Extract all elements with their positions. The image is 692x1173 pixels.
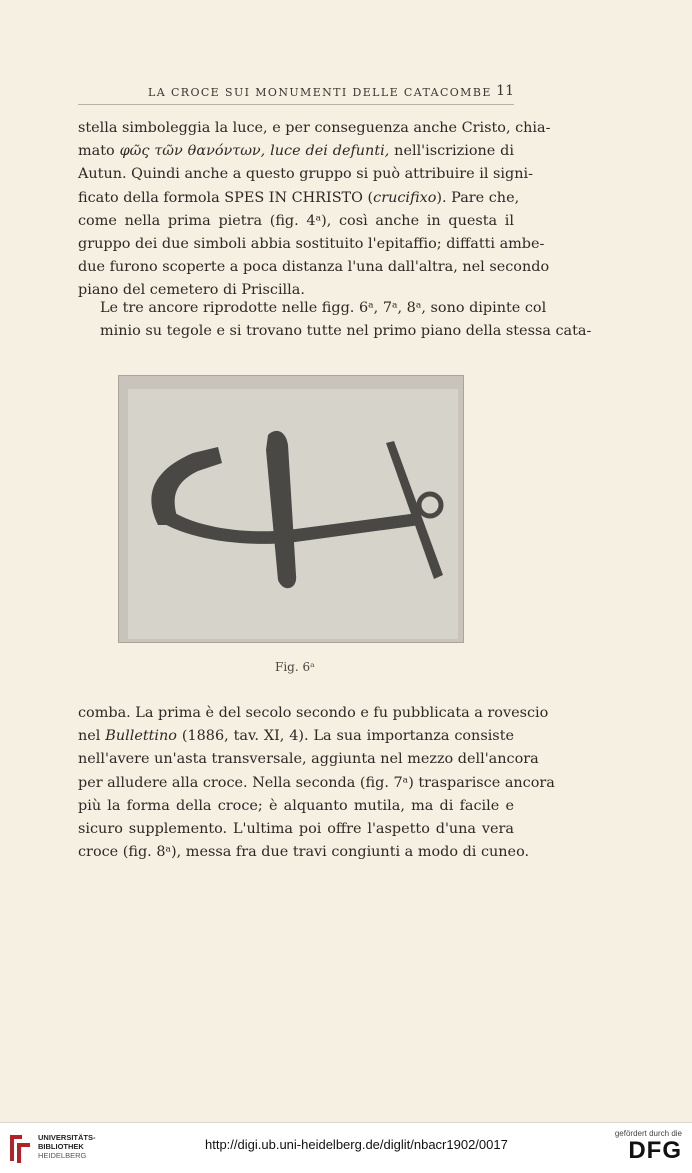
text-line: Le tre ancore riprodotte nelle figg. 6ᵃ, 7ᵃ, 8ᵃ, sono dipinte col [100,300,547,316]
page-header [78,82,514,105]
greek-phrase: φῶς τῶν θανόντων, [119,143,266,160]
permalink-url[interactable]: http://digi.ub.uni-heidelberg.de/diglit/nbacr1902/0017 [205,1137,508,1152]
tile-surface [128,389,458,639]
text-line: due furono scoperte a poca distanza l'una dall'altra, nel secondo [78,259,550,276]
text-line: sicuro supplemento. L'ultima poi offre l'aspetto d'una vera [78,820,514,837]
text-line: per alludere alla croce. Nella seconda (fig. 7ᵃ) trasparisce ancora [78,774,555,791]
text-line: comba. La prima è del secolo secondo e fu pubblicata a rovescio [78,705,549,721]
italic-word: crucifixo [373,189,437,206]
text-line: piano del cemetero di Priscilla. [78,282,305,299]
italic-gloss: luce dei defunti, [270,143,390,160]
text-line: minio su tegole e si trovano tutte nel primo piano della stessa cata- [100,323,592,340]
text-line: nell'avere un'asta transversale, aggiunta nel mezzo dell'ancora [78,751,539,768]
text-line: gruppo dei due simboli abbia sostituito l'epitaffio; diffatti ambe- [78,235,545,252]
page-number: 11 [496,83,514,99]
footer-bar [0,1122,692,1173]
figure-caption: Fig. 6ᵃ [275,660,315,674]
sponsor-logo: gefördert durch die DFG [614,1129,682,1164]
text-line: mato φῶς τῶν θανόντων, luce dei defunti, nell'iscrizione di [78,143,514,160]
text-line: come nella prima pietra (fig. 4ᵃ), così anche in questa il [78,212,514,229]
italic-title: Bullettino [105,728,177,745]
text-line: stella simboleggia la luce, e per conseguenza anche Cristo, chia- [78,120,551,136]
anchor-cross-figure [118,375,464,643]
running-title: LA CROCE SUI MONUMENTI DELLE CATACOMBE [148,86,492,99]
text-line: Autun. Quindi anche a questo gruppo si può attribuire il signi- [78,166,533,183]
library-logo-text: UNIVERSITÄTS- BIBLIOTHEK HEIDELBERG [38,1133,96,1160]
text-line: ficato della formola SPES IN CHRISTO (crucifixo). Pare che, [78,189,520,206]
text-line: nel Bullettino (1886, tav. XI, 4). La sua importanza consiste [78,728,514,745]
figure-plate [118,375,464,643]
paragraph-1 [78,117,551,303]
text-line: più la forma della croce; è alquanto mutila, ma di facile e [78,797,514,814]
paragraph-3 [78,702,555,864]
library-logo-icon [8,1131,32,1165]
text-line: croce (fig. 8ᵃ), messa fra due travi congiunti a modo di cuneo. [78,844,530,861]
paragraph-2 [78,297,592,343]
